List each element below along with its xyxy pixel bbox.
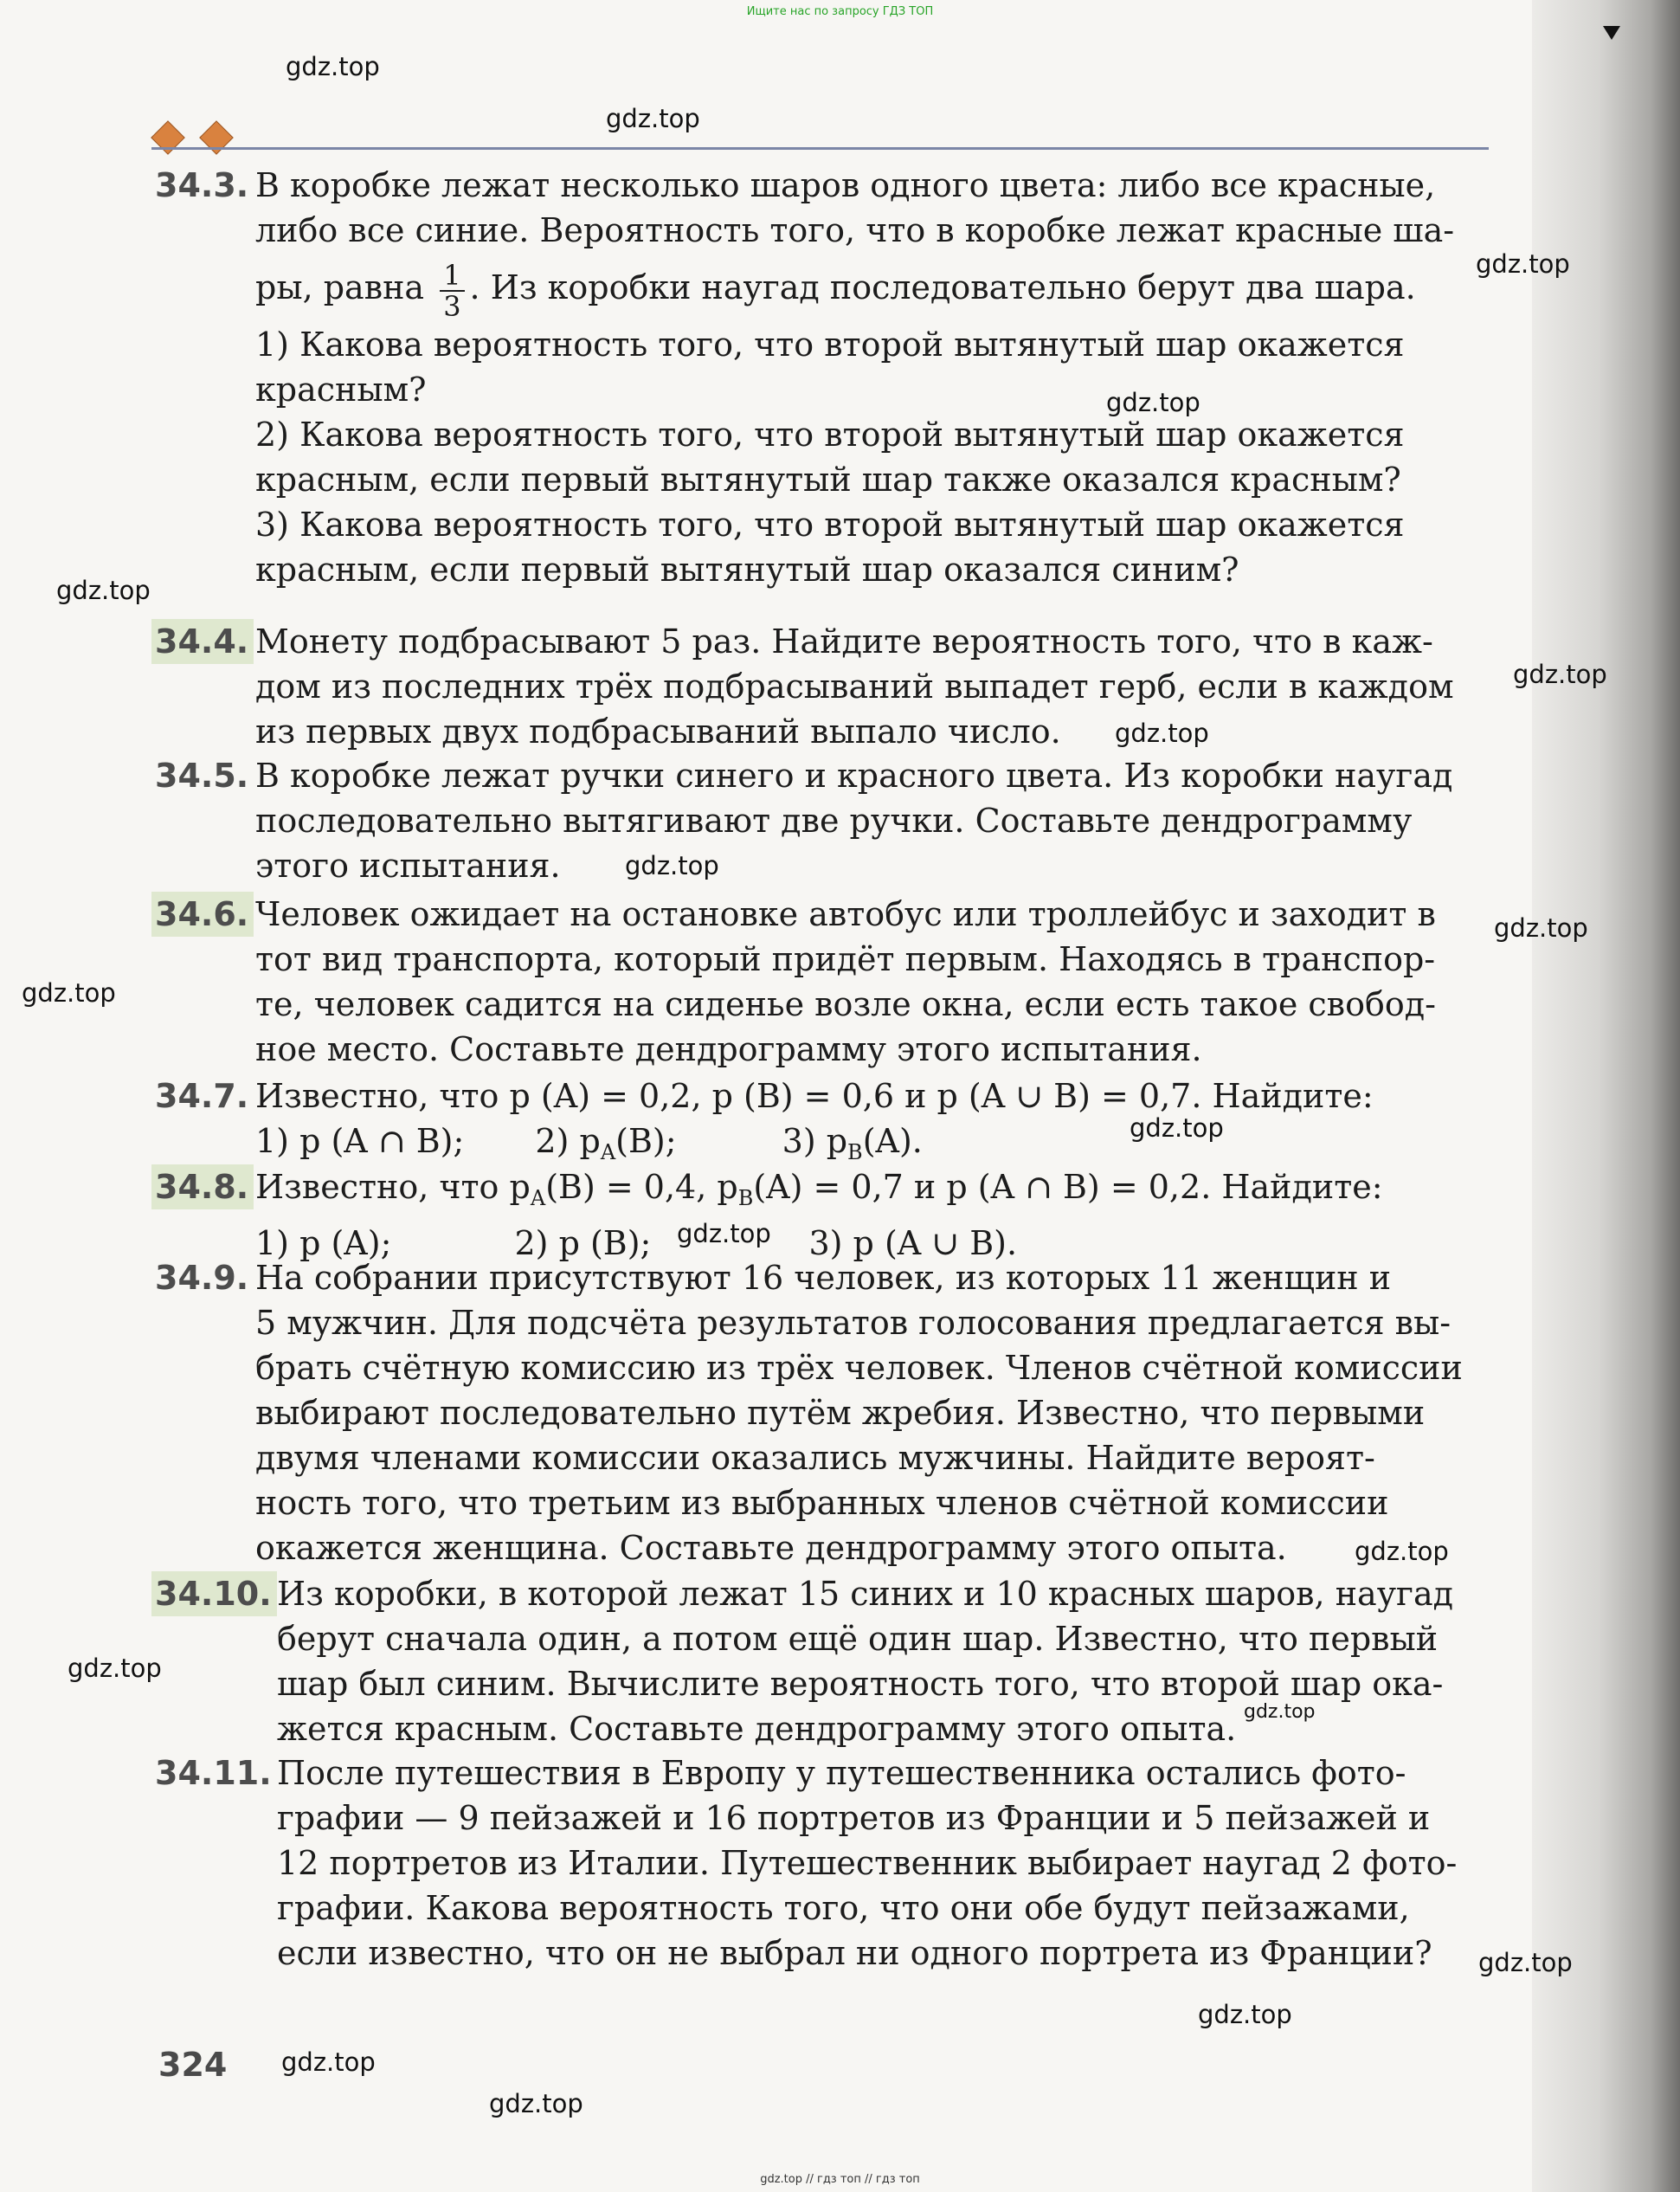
fraction <box>440 258 464 323</box>
problem-number: 34.6. <box>151 892 254 937</box>
watermark: gdz.top <box>1106 388 1200 417</box>
part-text: (B); <box>615 1122 677 1160</box>
text-line: тот вид транспорта, который придёт первым. Находясь в транспор- <box>255 940 1436 978</box>
problem-number: 34.11. <box>155 1754 272 1792</box>
text-line: 12 портретов из Италии. Путешественник выбирает наугад 2 фото- <box>277 1844 1458 1882</box>
text-line: ное место. Составьте дендрограмму этого испытания. <box>255 1030 1202 1068</box>
problem-number: 34.4. <box>151 619 254 664</box>
header-rule <box>151 147 1489 150</box>
watermark: gdz.top <box>281 2047 376 2077</box>
text-line: 5 мужчин. Для подсчёта результатов голосования предлагается вы- <box>255 1304 1451 1342</box>
watermark: gdz.top <box>56 576 151 605</box>
text-line: жется красным. Составьте дендрограмму этого опыта. <box>277 1710 1237 1748</box>
watermark: gdz.top <box>1198 2000 1292 2029</box>
part-text: 3) p <box>782 1122 848 1160</box>
text-line <box>255 1164 1484 1221</box>
text-line: После путешествия в Европу у путешественника остались фото- <box>277 1754 1406 1792</box>
problem-text <box>277 1571 1484 1751</box>
watermark: gdz.top <box>606 104 700 133</box>
problem-text <box>255 1164 1484 1266</box>
problem-text <box>255 1255 1484 1570</box>
page-binding-shadow <box>1532 0 1680 2192</box>
text-line: выбирают последовательно путём жребия. Известно, что первыми <box>255 1394 1426 1432</box>
watermark: gdz.top <box>1355 1537 1449 1566</box>
subscript: B <box>847 1140 863 1164</box>
part-2 <box>535 1122 677 1164</box>
watermark: gdz.top <box>1130 1113 1224 1143</box>
subscript: B <box>737 1186 754 1210</box>
text-line: В коробке лежат несколько шаров одного цвета: либо все красные, <box>255 166 1436 204</box>
text-line: В коробке лежат ручки синего и красного цвета. Из коробки наугад <box>255 757 1453 795</box>
text-line: окажется женщина. Составьте дендрограмму этого опыта. <box>255 1529 1287 1567</box>
text-fragment: (A) = 0,7 и p (A ∩ B) = 0,2. Найдите: <box>753 1168 1383 1206</box>
part-text: 2) p <box>535 1122 601 1160</box>
watermark: gdz.top <box>1476 249 1570 279</box>
watermark: gdz.top <box>286 52 380 81</box>
text-line: красным, если первый вытянутый шар также оказался красным? <box>255 461 1401 499</box>
problem-number: 34.5. <box>155 757 249 795</box>
problem-number: 34.9. <box>155 1259 249 1297</box>
text-line: 1) Какова вероятность того, что второй вытянутый шар окажется <box>255 326 1405 364</box>
corner-triangle-icon <box>1603 26 1620 40</box>
text-fragment: ры, равна <box>255 268 425 306</box>
text-line: красным, если первый вытянутый шар оказался синим? <box>255 551 1239 589</box>
fraction-denominator: 3 <box>443 289 461 323</box>
subscript: A <box>530 1186 546 1210</box>
text-line: Человек ожидает на остановке автобус или троллейбус и заходит в <box>255 895 1436 933</box>
problem-number: 34.3. <box>155 166 249 204</box>
text-line: этого испытания. <box>255 847 561 885</box>
text-line: 2) Какова вероятность того, что второй вытянутый шар окажется <box>255 416 1405 454</box>
top-banner: Ищите нас по запросу ГДЗ ТОП <box>746 5 934 18</box>
watermark: gdz.top <box>1244 1701 1316 1723</box>
problem-number: 34.7. <box>155 1077 249 1115</box>
text-line: те, человек садится на сиденье возле окна, если есть такое свобод- <box>255 985 1436 1023</box>
text-line: красным? <box>255 371 427 409</box>
text-line: графии — 9 пейзажей и 16 портретов из Франции и 5 пейзажей и <box>277 1799 1431 1837</box>
page-number: 324 <box>158 2046 228 2084</box>
part-1: 1) p (A); <box>255 1224 392 1262</box>
part-3 <box>782 1122 923 1164</box>
text-line: либо все синие. Вероятность того, что в коробке лежат красные ша- <box>255 211 1455 249</box>
text-line: последовательно вытягивают две ручки. Составьте дендрограмму <box>255 802 1413 840</box>
text-line: Монету подбрасывают 5 раз. Найдите вероятность того, что в каж- <box>255 622 1433 661</box>
part-1: 1) p (A ∩ B); <box>255 1122 465 1160</box>
text-line: из первых двух подбрасываний выпало число. <box>255 712 1061 751</box>
problem-text <box>255 892 1484 1072</box>
text-line: Из коробки, в которой лежат 15 синих и 10 красных шаров, наугад <box>277 1575 1454 1613</box>
text-line: Известно, что p (A) = 0,2, p (B) = 0,6 и p (A ∪ B) = 0,7. Найдите: <box>255 1077 1374 1115</box>
text-line: брать счётную комиссию из трёх человек. Членов счётной комиссии <box>255 1349 1463 1387</box>
text-line: графии. Какова вероятность того, что они обе будут пейзажами, <box>277 1889 1410 1927</box>
footer-text: gdz.top // гдз топ // гдз топ <box>760 2173 920 2186</box>
problem-number: 34.8. <box>151 1164 254 1209</box>
watermark: gdz.top <box>1513 660 1607 689</box>
text-fragment: . Из коробки наугад последовательно берут два шара. <box>469 268 1416 306</box>
text-line: шар был синим. Вычислите вероятность того, что второй шар ока- <box>277 1665 1444 1703</box>
part-2: 2) p (B); <box>514 1224 652 1262</box>
part-text: (A). <box>862 1122 923 1160</box>
fraction-numerator: 1 <box>440 261 464 292</box>
watermark: gdz.top <box>489 2089 583 2118</box>
problem-text <box>255 1073 1484 1175</box>
watermark: gdz.top <box>22 978 116 1008</box>
problem-number: 34.10. <box>151 1571 277 1616</box>
text-line: двумя членами комиссии оказались мужчины. Найдите вероят- <box>255 1439 1375 1477</box>
watermark: gdz.top <box>677 1219 771 1248</box>
text-line: 3) Какова вероятность того, что второй вытянутый шар окажется <box>255 506 1405 544</box>
problem-text <box>255 753 1484 888</box>
part-3: 3) p (A ∪ B). <box>808 1224 1018 1262</box>
watermark: gdz.top <box>1115 719 1209 748</box>
problem-text <box>277 1750 1484 1976</box>
watermark: gdz.top <box>1494 913 1588 943</box>
text-line: На собрании присутствуют 16 человек, из которых 11 женщин и <box>255 1259 1392 1297</box>
problem-text <box>255 163 1484 592</box>
problem-text <box>255 619 1484 754</box>
text-fragment: (B) = 0,4, p <box>545 1168 738 1206</box>
text-line: берут сначала один, а потом ещё один шар. Известно, что первый <box>277 1620 1439 1658</box>
text-line: ность того, что третьим из выбранных членов счётной комиссии <box>255 1484 1389 1522</box>
text-line: дом из последних трёх подбрасываний выпадет герб, если в каждом <box>255 667 1454 706</box>
watermark: gdz.top <box>68 1654 162 1683</box>
watermark: gdz.top <box>625 851 719 880</box>
text-line: если известно, что он не выбрал ни одного портрета из Франции? <box>277 1934 1432 1972</box>
fraction-line <box>255 253 1484 322</box>
watermark: gdz.top <box>1478 1948 1573 1977</box>
text-fragment: Известно, что p <box>255 1168 531 1206</box>
subscript: A <box>600 1140 616 1164</box>
